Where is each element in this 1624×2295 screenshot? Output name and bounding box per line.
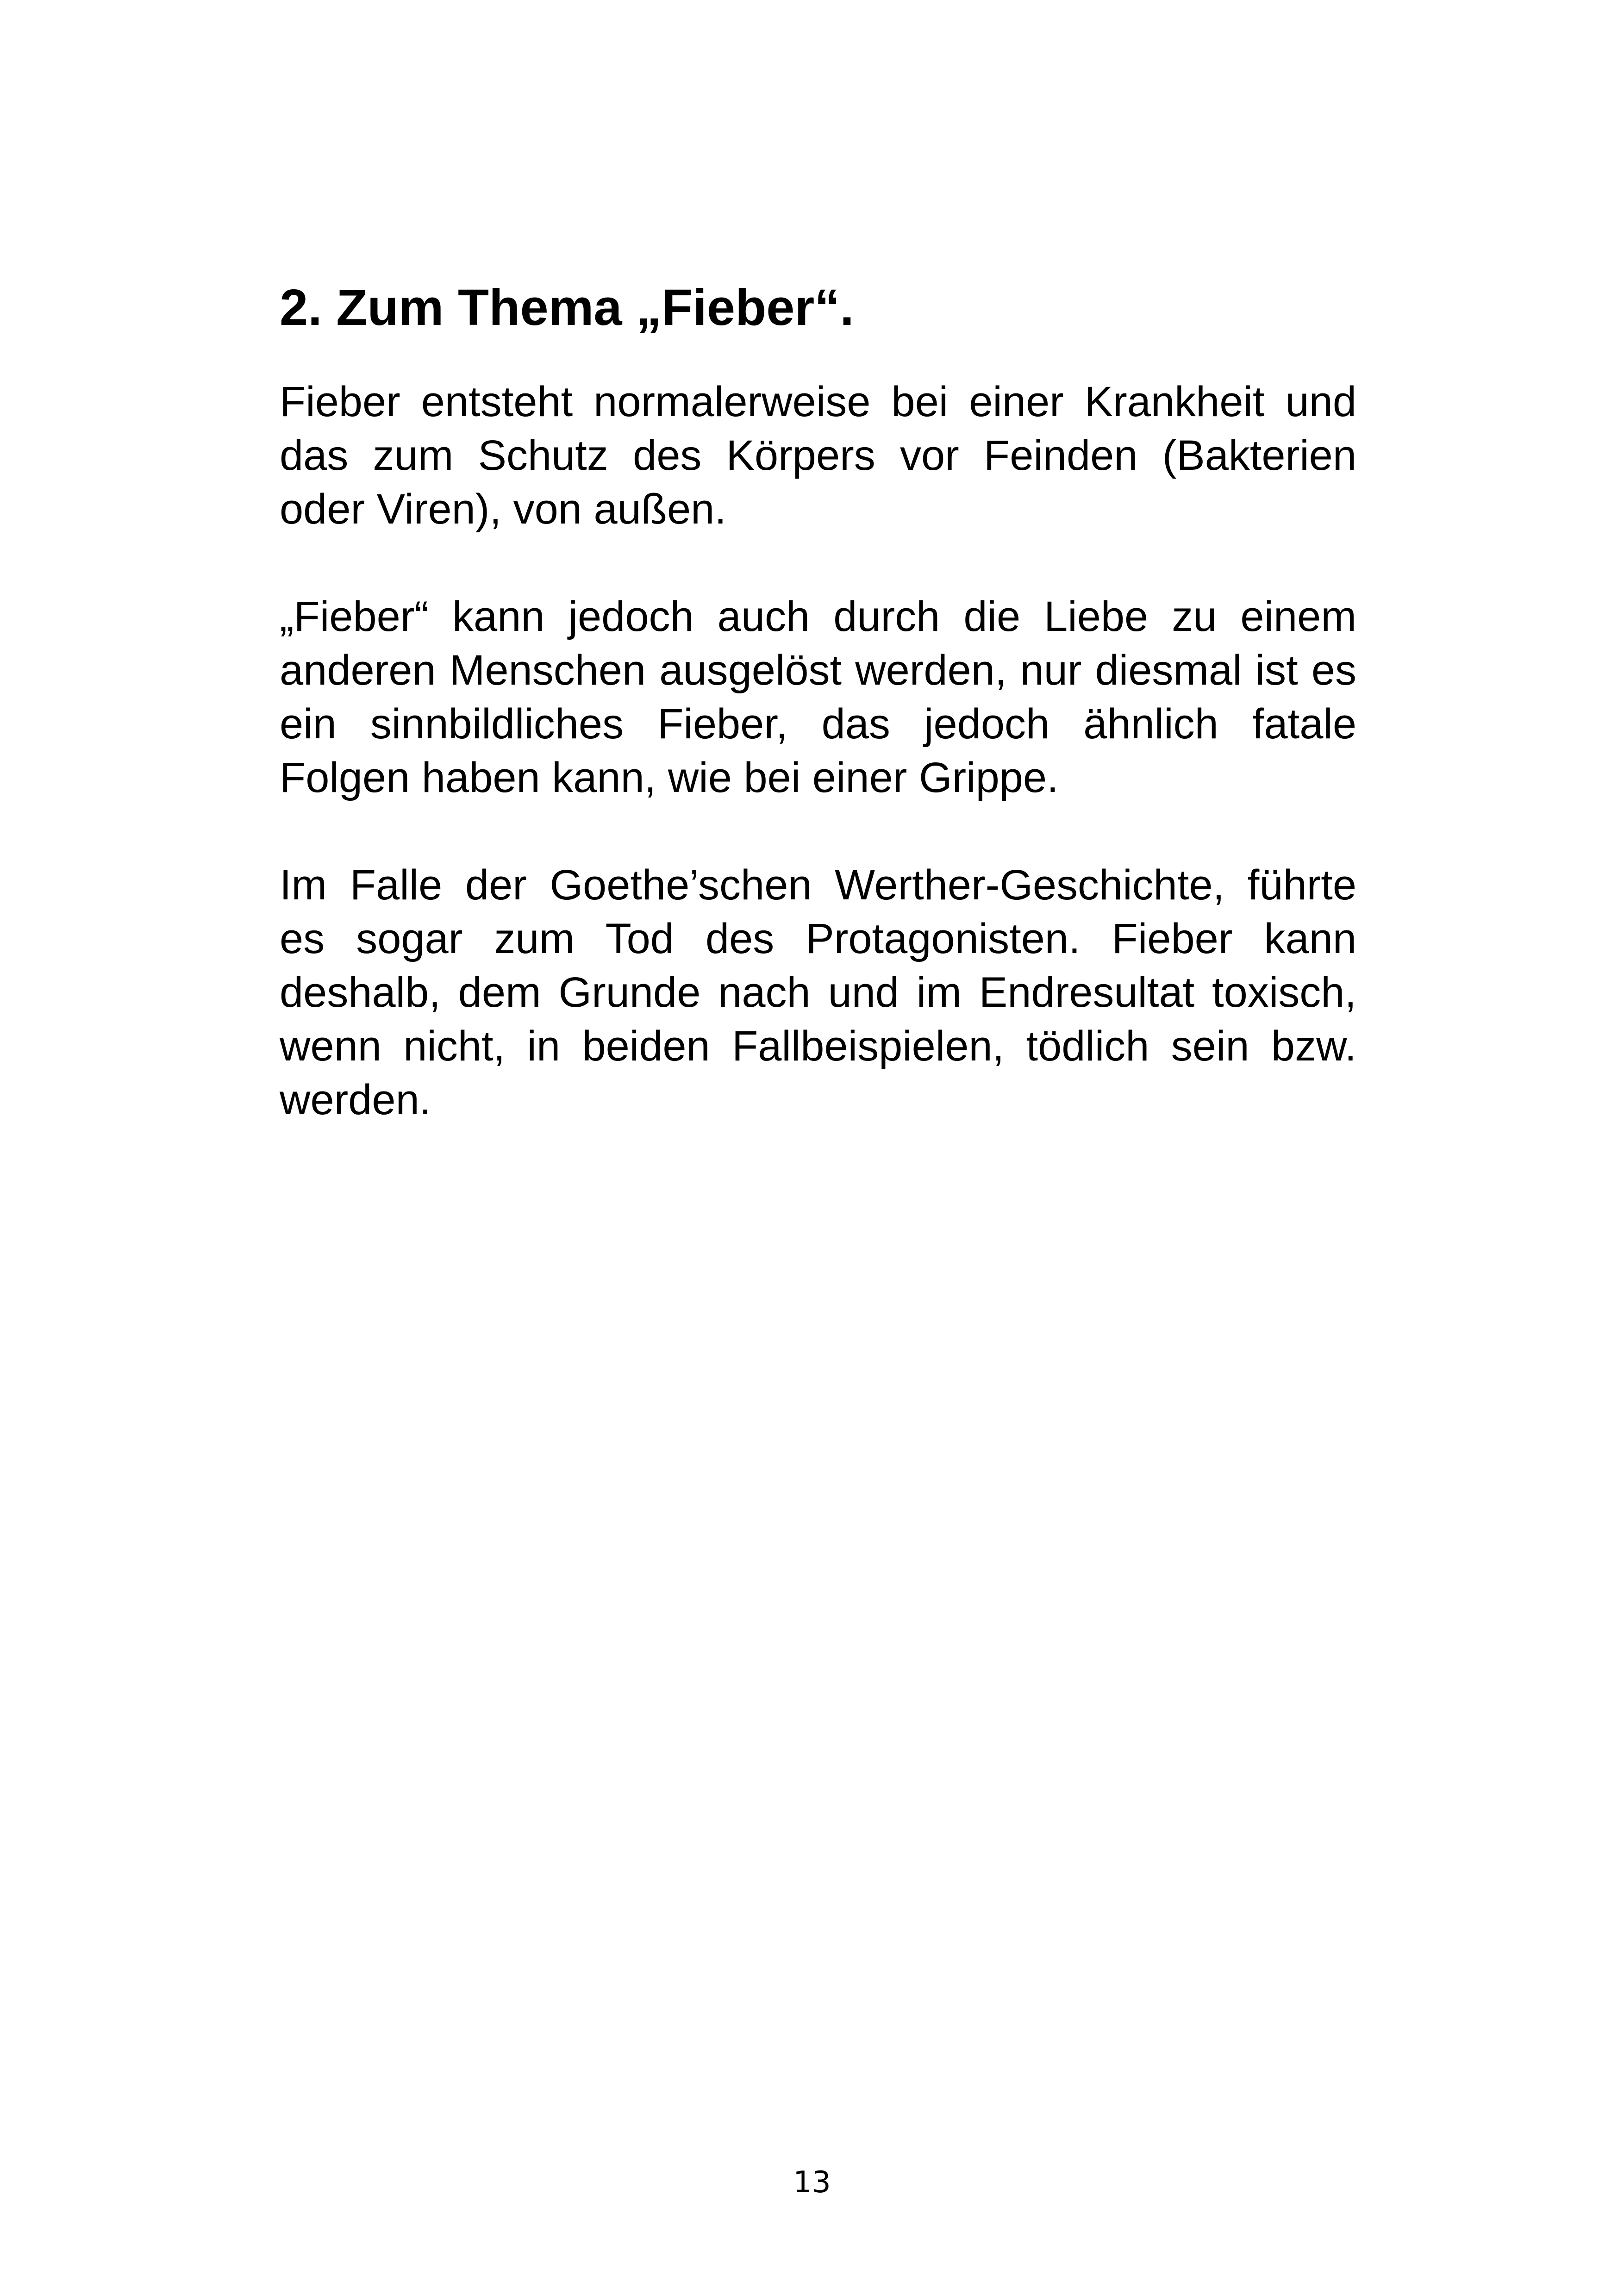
page-content xyxy=(280,278,1356,1180)
section-heading: 2. Zum Thema „Fieber“. xyxy=(280,279,854,336)
page-number: 13 xyxy=(793,2165,831,2200)
paragraph-fever-love: „Fieber“ kann jedoch auch durch die Liebe zu einem anderen Menschen ausgelöst werden, nur diesmal ist es ein sinnbildliches Fieber, das jedoch ähnlich fatale Folgen haben kann, wie bei einer Grippe. xyxy=(280,593,1356,801)
paragraph-fever-illness: Fieber entsteht normalerweise bei einer Krankheit und das zum Schutz des Körpers vor Feinden (Bakterien oder Viren), von außen. xyxy=(280,378,1356,533)
paragraph-werther: Im Falle der Goethe’schen Werther-Geschichte, führte es sogar zum Tod des Protagonisten. Fieber kann deshalb, dem Grunde nach und im Endresultat toxisch, wenn nicht, in beiden Fallbeispielen, tödlich sein bzw. werden. xyxy=(280,861,1356,1123)
